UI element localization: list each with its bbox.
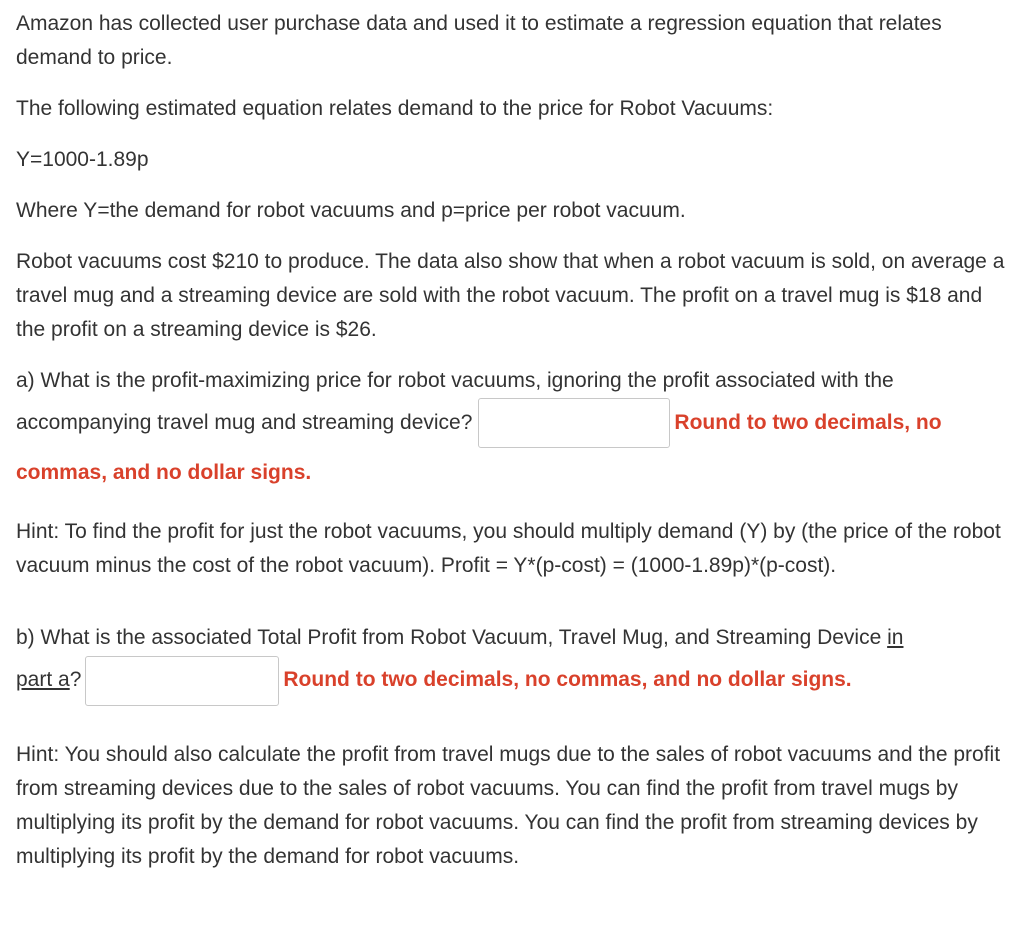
hint-b-text: Hint: You should also calculate the profit from travel mugs due to the sales of robot vacuums and the profit from streaming devices due to the sales of robot vacuums. You can find the profit from travel mugs by multiplying its profit by the demand for robot vacuums. You can find the profit from streaming devices by multiplying its profit by the demand for robot vacuums. — [16, 742, 1001, 868]
question-a-line3 — [16, 448, 1006, 498]
definition-text: Where Y=the demand for robot vacuums and p=price per robot vacuum. — [16, 199, 686, 222]
answer-a-instruction: Round to two decimals, no — [674, 411, 942, 434]
question-b-mark: ? — [69, 668, 82, 692]
hint-a-text: Hint: To find the profit for just the robot vacuums, you should multiply demand (Y) by (the price of the robot vacuum minus the cost of the robot vacuum). Profit = Y*(p-cost) = (1000-1.89p)*(p-cost). — [16, 520, 1001, 578]
question-content — [16, 7, 1006, 891]
intro-text: Amazon has collected user purchase data and used it to estimate a regression equation that relates demand to price. — [16, 12, 942, 69]
question-b — [16, 621, 1006, 705]
question-b-link-part-a[interactable]: part a — [16, 668, 70, 692]
answer-b-instruction: Round to two decimals, no commas, and no dollar signs. — [283, 668, 852, 692]
question-a-line1: a) What is the profit-maximizing price for robot vacuums, ignoring the profit associated with the — [16, 369, 894, 392]
equation-text: Y=1000-1.89p — [16, 148, 149, 171]
question-a — [16, 364, 1006, 498]
question-b-link-in[interactable]: in — [887, 626, 904, 650]
question-b-text: b) What is the associated Total Profit from Robot Vacuum, Travel Mug, and Streaming Device — [16, 626, 888, 650]
answer-b-input[interactable] — [85, 656, 279, 706]
equation-intro-text: The following estimated equation relates demand to the price for Robot Vacuums: — [16, 97, 774, 120]
cost-info-text: Robot vacuums cost $210 to produce. The data also show that when a robot vacuum is sold, on average a travel mug and a streaming device are sold with the robot vacuum. The profit on a travel mug is $18 and the profit on a streaming device is $26. — [16, 250, 1005, 341]
answer-a-instruction-cont: commas, and no dollar signs. — [16, 461, 312, 485]
answer-a-input[interactable] — [478, 398, 670, 448]
question-a-line2 — [16, 398, 1006, 448]
question-b-line2 — [16, 655, 1006, 705]
question-b-line1 — [16, 621, 1006, 655]
question-a-text: accompanying travel mug and streaming device? — [16, 411, 473, 434]
